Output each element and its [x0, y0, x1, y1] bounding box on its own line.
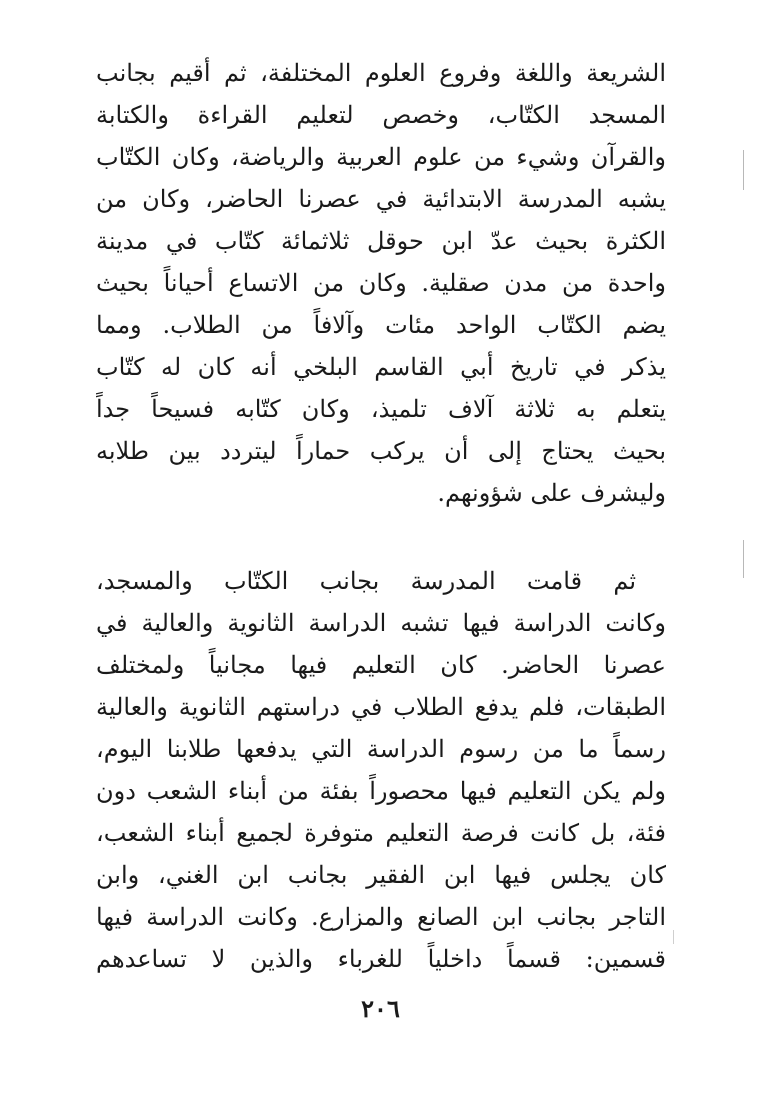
text-line: قسمين: قسماً داخلياً للغرباء والذين لا تساعدهم	[96, 945, 666, 973]
text-line: يضم الكتّاب الواحد مئات وآلافاً من الطلاب. ومما	[96, 311, 666, 339]
text-line: ولم يكن التعليم فيها محصوراً بفئة من أبناء الشعب دون	[96, 777, 666, 805]
text-line: كان يجلس فيها ابن الفقير بجانب ابن الغني، وابن	[96, 861, 666, 889]
text-line: عصرنا الحاضر. كان التعليم فيها مجانياً ولمختلف	[96, 651, 666, 679]
paragraph-1	[96, 52, 666, 514]
paragraph-2	[96, 560, 666, 980]
text-line: الطبقات، فلم يدفع الطلاب في دراستهم الثانوية والعالية	[96, 693, 666, 721]
text-line: ثم قامت المدرسة بجانب الكتّاب والمسجد،	[96, 567, 636, 595]
text-line: يتعلم به ثلاثة آلاف تلميذ، وكان كتّابه فسيحاً جداً	[96, 395, 666, 423]
text-line: المسجد الكتّاب، وخصص لتعليم القراءة والكتابة	[96, 101, 666, 129]
scan-margin-mark	[743, 540, 744, 578]
text-line: بحيث يحتاج إلى أن يركب حماراً ليتردد بين طلابه	[96, 437, 666, 465]
scan-margin-mark	[673, 930, 674, 944]
page-number: ٢٠٦	[361, 994, 400, 1023]
text-line: يذكر في تاريخ أبي القاسم البلخي أنه كان له كتّاب	[96, 353, 666, 381]
text-line: والقرآن وشيء من علوم العربية والرياضة، وكان الكتّاب	[96, 143, 666, 171]
text-line: الكثرة بحيث عدّ ابن حوقل ثلاثمائة كتّاب في مدينة	[96, 227, 666, 255]
scan-margin-mark	[743, 150, 744, 190]
text-line: واحدة من مدن صقلية. وكان من الاتساع أحياناً بحيث	[96, 269, 666, 297]
text-line: فئة، بل كانت فرصة التعليم متوفرة لجميع أبناء الشعب،	[96, 819, 666, 847]
text-line: التاجر بجانب ابن الصانع والمزارع. وكانت الدراسة فيها	[96, 903, 666, 931]
text-line: وكانت الدراسة فيها تشبه الدراسة الثانوية والعالية في	[96, 609, 666, 637]
text-line: وليشرف على شؤونهم.	[437, 479, 666, 507]
text-line: يشبه المدرسة الابتدائية في عصرنا الحاضر، وكان من	[96, 185, 666, 213]
text-line: رسماً ما من رسوم الدراسة التي يدفعها طلابنا اليوم،	[96, 735, 666, 763]
text-line: الشريعة واللغة وفروع العلوم المختلفة، ثم أقيم بجانب	[96, 59, 666, 87]
